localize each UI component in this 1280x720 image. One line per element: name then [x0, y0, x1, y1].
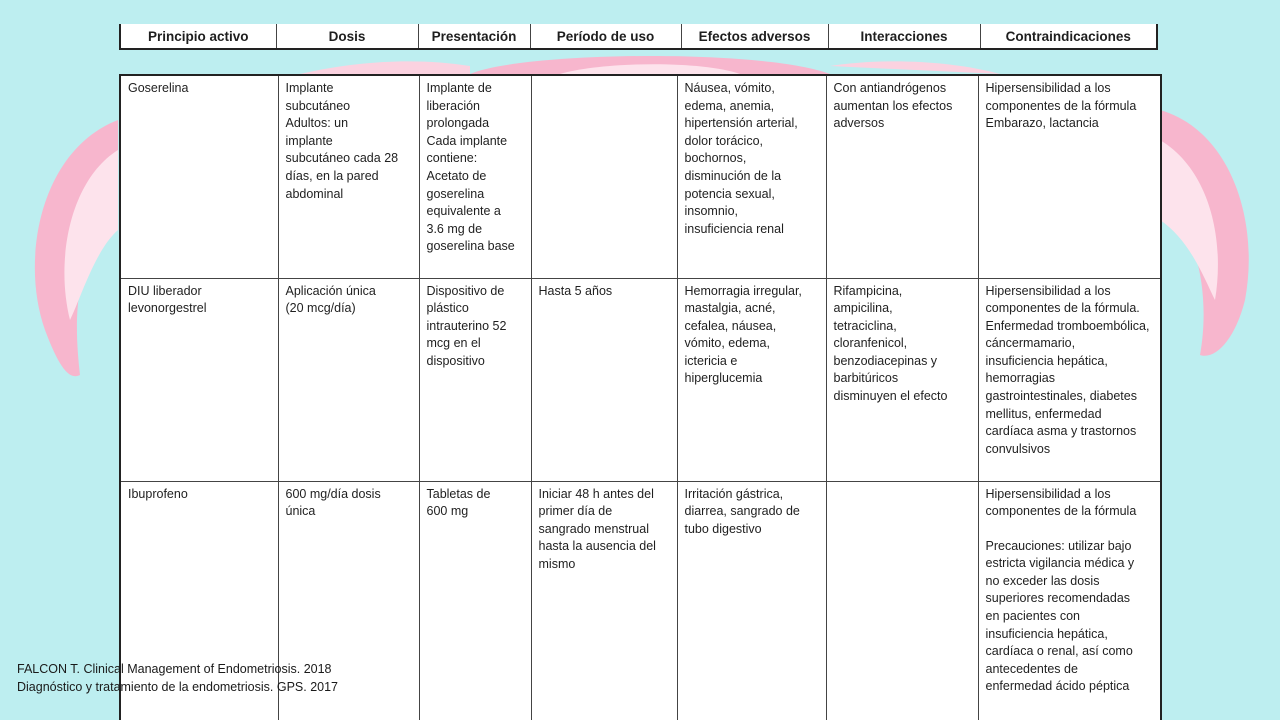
cell-presentacion: [419, 76, 531, 278]
cell-efectos: [677, 76, 826, 278]
cell-text: Hasta 5 años: [538, 283, 613, 298]
cell-periodo: [531, 76, 677, 278]
cell-text: Hipersensibilidad a los componentes de la fórmula. Enfermedad tromboembólica, cáncermamario, insuficiencia hepática, hemorragias gastrointestinales, diabetes mellitus, enfermedad cardíaca asma y trastornos convulsivos: [985, 283, 1150, 456]
cell-text: Tabletas de 600 mg: [426, 486, 491, 519]
cell-text: Aplicación única (20 mcg/día): [285, 283, 376, 316]
cell-text: Implante subcutáneo Adultos: un implante subcutáneo cada 28 días, en la pared abdominal: [285, 81, 399, 201]
cell-text: Implante de liberación prolongada Cada implante contiene: Acetato de goserelina equivalente a 3.6 mg de goserelina base: [426, 81, 515, 254]
header-presentacion: Presentación: [418, 24, 530, 48]
cell-efectos: [677, 278, 826, 481]
cell-text: Náusea, vómito, edema, anemia, hipertensión arterial, dolor torácico, bochornos, disminución de la potencia sexual, insomnio, insuficiencia renal: [684, 81, 798, 236]
cell-efectos: [677, 481, 826, 720]
table-header-bar: [119, 24, 1158, 50]
cell-contraindicaciones: [978, 278, 1160, 481]
cell-text: Ibuprofeno: [128, 486, 188, 501]
cell-text: Dispositivo de plástico intrauterino 52 mcg en el dispositivo: [426, 283, 507, 368]
cell-text: Iniciar 48 h antes del primer día de sangrado menstrual hasta la ausencia del mismo: [538, 486, 656, 571]
precautions-text: Precauciones: utilizar bajo estricta vigilancia médica y no exceder las dosis superiores recomendadas en pacientes con insuficiencia hepática, cardíaca o renal, así como antecedentes de enfermedad ácido péptica: [985, 538, 1135, 694]
citation-line-2: Diagnóstico y tratamiento de la endometriosis. GPS. 2017: [17, 680, 339, 694]
drug-table: [119, 74, 1162, 720]
cell-interacciones: [826, 278, 978, 481]
table-row-diu: [121, 278, 1160, 481]
header-interacciones: Interacciones: [828, 24, 980, 48]
cell-text: Rifampicina, ampicilina, tetraciclina, cloranfenicol, benzodiacepinas y barbitúricos disminuyen el efecto: [833, 283, 948, 404]
cell-periodo: [531, 481, 677, 720]
cell-principio: [121, 76, 278, 278]
header-periodo-de-uso: Período de uso: [530, 24, 681, 48]
cell-text: Goserelina: [128, 81, 189, 95]
cell-text: Con antiandrógenos aumentan los efectos adversos: [833, 81, 953, 131]
cell-text: Irritación gástrica, diarrea, sangrado de tubo digestivo: [684, 486, 800, 536]
cell-text: Hipersensibilidad a los componentes de la fórmula Embarazo, lactancia: [985, 81, 1137, 131]
citation-line-1: FALCON T. Clinical Management of Endometriosis. 2018: [17, 662, 332, 676]
cell-periodo: [531, 278, 677, 481]
cell-interacciones: [826, 481, 978, 720]
cell-presentacion: [419, 481, 531, 720]
cell-dosis: [278, 76, 419, 278]
header-contraindicaciones: Contraindicaciones: [980, 24, 1156, 48]
cell-contraindicaciones: [978, 481, 1160, 720]
cell-text: Hemorragia irregular, mastalgia, acné, cefalea, náusea, vómito, edema, ictericia e hiperglucemia: [684, 283, 802, 386]
header-efectos-adversos: Efectos adversos: [681, 24, 828, 48]
cell-presentacion: [419, 278, 531, 481]
cell-text: DIU liberador levonorgestrel: [128, 283, 207, 316]
top-lobe-edge-right: [830, 61, 1000, 74]
table-row-goserelina: [121, 76, 1160, 278]
header-dosis: Dosis: [276, 24, 418, 48]
header-principio-activo: Principio activo: [147, 28, 249, 44]
cell-text: 600 mg/día dosis única: [285, 486, 381, 519]
cell-interacciones: [826, 76, 978, 278]
cell-dosis: [278, 278, 419, 481]
cell-principio: [121, 278, 278, 481]
cell-text: Hipersensibilidad a los componentes de la fórmula: [985, 486, 1137, 519]
citation-block: [17, 660, 338, 696]
top-lobe-edge: [300, 61, 470, 74]
cell-contraindicaciones: [978, 76, 1160, 278]
